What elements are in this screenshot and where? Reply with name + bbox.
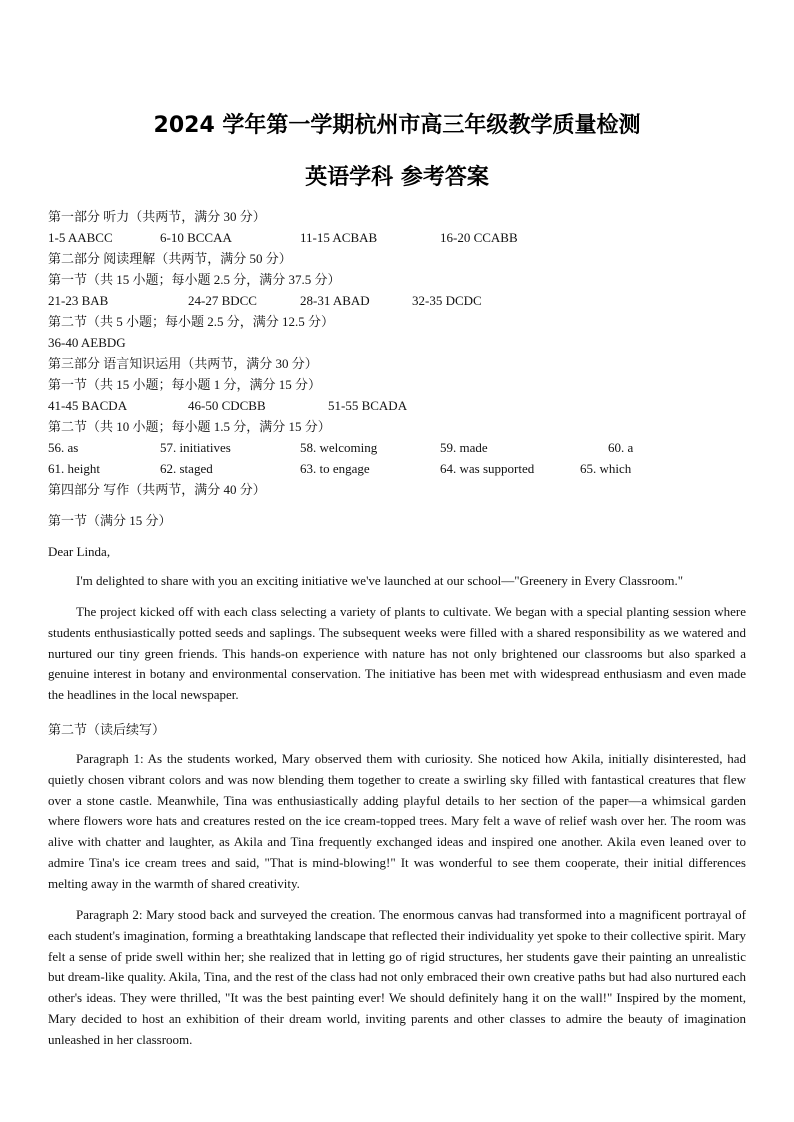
answer-group: 51-55 BCADA [328,398,408,413]
part2-heading: 第二部分 阅读理解（共两节，满分 50 分） [48,251,292,266]
letter-paragraph-2: The project kicked off with each class selecting a variety of plants to cultivate. We began with a special planting session where students enthusiastically potted seeds and saplings. The subsequent weeks were filled with a shared responsibility as we watered and nurtured our tiny green friends. This hands-on experience with nature has not only brightened our classrooms but also sparked a genuine interest in botany and environmental conservation. The initiative has been met with widespread enthusiasm and even made the headlines in the local newspaper. [48,604,746,703]
part3-section1-answers-row [48,397,746,414]
answer-item: 60. a [608,440,634,455]
part2-section1-answers-row [48,292,746,309]
answer-group: 21-23 BAB [48,293,109,308]
part4-section2-heading: 第二节（读后续写） [48,722,166,737]
answer-group: 11-15 ACBAB [300,230,378,245]
part2-section1-heading: 第一节（共 15 小题；每小题 2.5 分，满分 37.5 分） [48,272,341,287]
answer-group: 41-45 BACDA [48,398,128,413]
answer-item: 59. made [440,440,488,455]
answer-group: 16-20 CCABB [440,230,518,245]
part1-answers-row [48,229,746,246]
continuation-paragraph-1: Paragraph 1: As the students worked, Mary observed them with curiosity. She noticed how Akila, initially disinterested, had quietly chosen vibrant colors and was now blending them together to create a swirling sky filled with fantastical creatures that flew over a stone castle. Meanwhile, Tina was enthusiastically adding playful details to her section of the paper—a whimsical garden where flowers wore hats and creatures rested on the ice cream-topped trees. Mary felt a wave of relief wash over her. The room was alive with chatter and laughter, as Akila and Tina frequently exchanged ideas and inspired one another. Akila even leaned over to admire Tina's ice cream trees and said, "That is mind-blowing!" It was wonderful to see them cooperate, their initial differences melting away in the warmth of shared creativity. [48,751,746,891]
part2-section2-answers: 36-40 AEBDG [48,335,126,350]
answer-item: 65. which [580,461,632,476]
part3-section2-answers-row-1 [48,439,746,456]
answer-group: 46-50 CDCBB [188,398,266,413]
answer-item: 63. to engage [300,461,370,476]
answer-item: 62. staged [160,461,213,476]
answer-item: 61. height [48,461,100,476]
answer-item: 56. as [48,440,79,455]
part1-heading: 第一部分 听力（共两节，满分 30 分） [48,209,266,224]
part3-heading: 第三部分 语言知识运用（共两节，满分 30 分） [48,356,318,371]
part4-heading: 第四部分 写作（共两节，满分 40 分） [48,482,266,497]
document-subtitle: 英语学科 参考答案 [305,165,489,190]
letter-greeting: Dear Linda, [48,544,111,559]
letter-paragraph-1: I'm delighted to share with you an exciting initiative we've launched at our school—"Greenery in Every Classroom." [76,573,683,588]
answer-group: 24-27 BDCC [188,293,257,308]
answer-item: 64. was supported [440,461,535,476]
document-title: 2024 学年第一学期杭州市高三年级教学质量检测 [153,113,641,138]
part2-section2-heading: 第二节（共 5 小题；每小题 2.5 分，满分 12.5 分） [48,314,335,329]
part3-section1-heading: 第一节（共 15 小题；每小题 1 分，满分 15 分） [48,377,322,392]
answer-group: 1-5 AABCC [48,230,113,245]
part3-section2-heading: 第二节（共 10 小题；每小题 1.5 分，满分 15 分） [48,419,331,434]
answer-group: 32-35 DCDC [412,293,482,308]
answer-group: 28-31 ABAD [300,293,370,308]
answer-item: 58. welcoming [300,440,378,455]
part3-section2-answers-row-2 [48,460,746,477]
answer-group: 6-10 BCCAA [160,230,232,245]
part4-section1-heading: 第一节（满分 15 分） [48,513,172,528]
continuation-paragraph-2: Paragraph 2: Mary stood back and surveyed the creation. The enormous canvas had transformed into a magnificent portrayal of each student's imagination, forming a breathtaking landscape that reflected their individuality yet spoke to their collective spirit. Mary felt a sense of pride swell within her; she realized that in letting go of rigid structures, her students gave their painting an unrealistic but dream-like quality. Akila, Tina, and the rest of the class had not only embraced their own creative paths but had also nurtured each other's ideas. They were thrilled, "It was the best painting ever! We should definitely hang it on the wall!" Inspired by the moment, Mary decided to host an exhibition of their dream world, inviting parents and other classes to admire the beauty of imagination unleashed in her classroom. [48,907,746,1047]
answer-item: 57. initiatives [160,440,231,455]
